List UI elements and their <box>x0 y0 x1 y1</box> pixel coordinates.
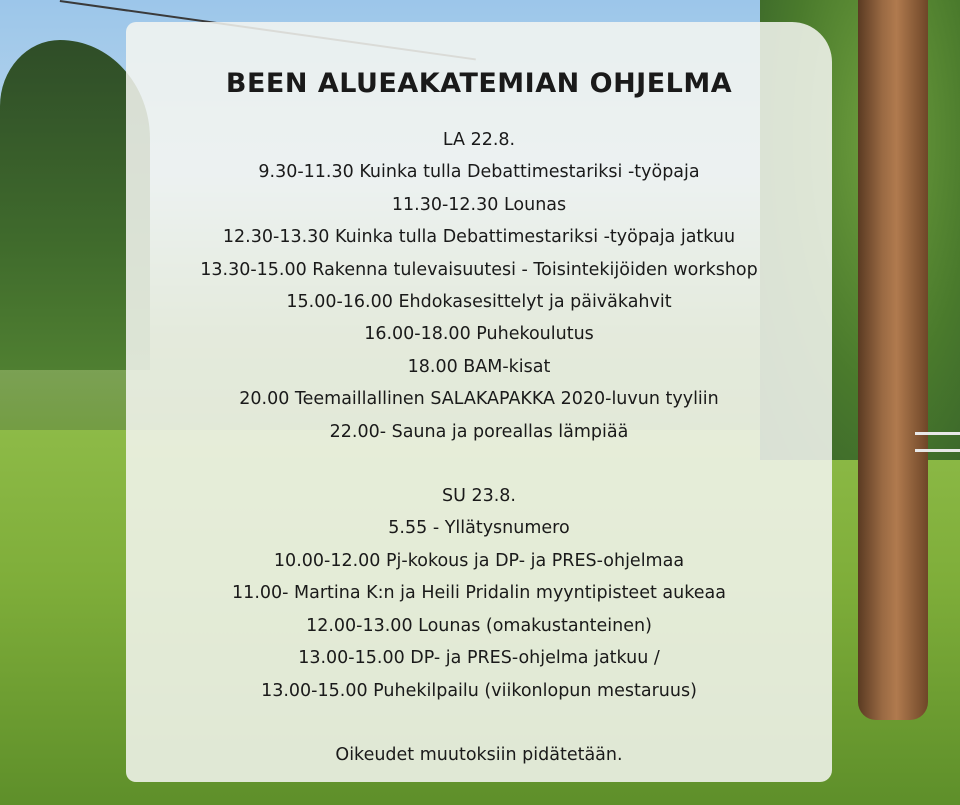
schedule-item: 18.00 BAM-kisat <box>407 356 551 377</box>
saturday-schedule <box>126 124 832 448</box>
schedule-item: 11.00- Martina K:n ja Heili Pridalin myyntipisteet aukeaa <box>232 583 726 604</box>
schedule-item: 22.00- Sauna ja poreallas lämpiää <box>329 421 629 442</box>
schedule-item: 12.00-13.00 Lounas (omakustanteinen) <box>306 615 652 636</box>
disclaimer: Oikeudet muutoksiin pidätetään. <box>335 744 623 765</box>
schedule-item: 9.30-11.30 Kuinka tulla Debattimestariksi -työpaja <box>258 162 700 183</box>
schedule-item: 13.00-15.00 DP- ja PRES-ohjelma jatkuu / <box>298 648 660 669</box>
fence <box>915 432 960 452</box>
schedule-item: 10.00-12.00 Pj-kokous ja DP- ja PRES-ohjelmaa <box>273 550 685 571</box>
sunday-date: SU 23.8. <box>441 486 516 507</box>
schedule-item: 13.30-15.00 Rakenna tulevaisuutesi - Toisintekijöiden workshop <box>200 259 758 280</box>
program-content <box>126 22 832 771</box>
schedule-item: 16.00-18.00 Puhekoulutus <box>364 324 594 345</box>
schedule-item: 11.30-12.30 Lounas <box>391 194 567 215</box>
saturday-date: LA 22.8. <box>442 130 516 150</box>
schedule-item: 13.00-15.00 Puhekilpailu (viikonlopun mestaruus) <box>261 680 697 701</box>
sunday-schedule <box>126 480 832 707</box>
schedule-item: 12.30-13.30 Kuinka tulla Debattimestariksi -työpaja jatkuu <box>222 227 736 248</box>
schedule-item: 15.00-16.00 Ehdokasesittelyt ja päiväkahvit <box>286 292 672 313</box>
tree-trunk <box>858 0 928 720</box>
schedule-item: 5.55 - Yllätysnumero <box>388 518 570 539</box>
schedule-item: 20.00 Teemaillallinen SALAKAPAKKA 2020-luvun tyyliin <box>239 389 719 410</box>
page-title: BEEN ALUEAKATEMIAN OHJELMA <box>225 68 733 99</box>
